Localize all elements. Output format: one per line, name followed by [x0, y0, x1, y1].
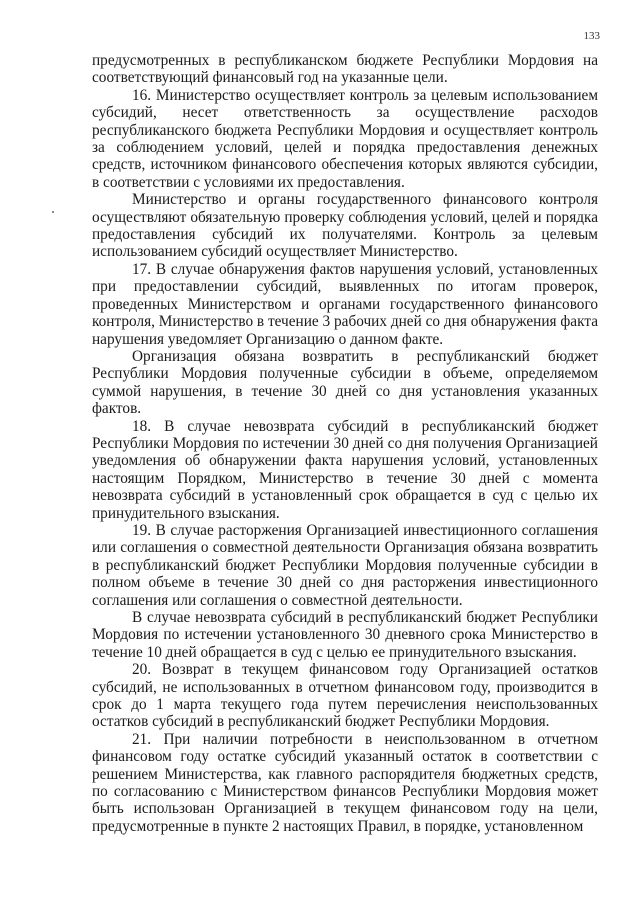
paragraph-19-nonreturn: В случае невозврата субсидий в республиканский бюджет Республики Мордовия по истечении установленного 30 дневного срока Министерство в течение 10 дней обращается в суд с целью ее принудительного взыскания. [92, 609, 598, 661]
paragraph-20: 20. Возврат в текущем финансовом году Организацией остатков субсидий, не использованных в отчетном финансовом году, производится в срок до 1 марта текущего года путем перечисления неиспользованных остатков субсидий в республиканский бюджет Республики Мордовия. [92, 661, 598, 731]
paragraph-continuation: предусмотренных в республиканском бюджете Республики Мордовия на соответствующий финансовый год на указанные цели. [92, 52, 598, 87]
paragraph-16-control: Министерство и органы государственного финансового контроля осуществляют обязательную проверку соблюдения условий, целей и порядка предоставления субсидий их получателями. Контроль за целевым использованием субсидий осуществляет Министерство. [92, 191, 598, 261]
paragraph-18: 18. В случае невозврата субсидий в республиканский бюджет Республики Мордовия по истечении 30 дней со дня получения Организацией уведомления об обнаружении факта нарушения условий, установленных настоящим Порядком, Министерство в течение 30 дней с момента невозврата субсидий в установленный срок обращается в суд с целью их принудительного взыскания. [92, 417, 598, 522]
paragraph-21: 21. При наличии потребности в неиспользованном в отчетном финансовом году остатке субсидий указанный остаток в соответствии с решением Министерства, как главного распорядителя бюджетных средств, по согласованию с Министерством финансов Республики Мордовия может быть использован Организацией в текущем финансовом году на цели, предусмотренные в пункте 2 настоящих Правил, в порядке, установленном [92, 730, 598, 835]
paragraph-19: 19. В случае расторжения Организацией инвестиционного соглашения или соглашения о совместной деятельности Организация обязана возвратить в республиканский бюджет Республики Мордовия полученные субсидии в полном объеме в течение 30 дней со дня расторжения инвестиционного соглашения или соглашения о совместной деятельности. [92, 521, 598, 609]
scan-mark [52, 211, 54, 213]
document-body [92, 52, 598, 835]
paragraph-17-return: Организация обязана возвратить в республиканский бюджет Республики Мордовия полученные субсидии в объеме, определяемом суммой нарушения, в течение 30 дней со дня установления указанных фактов. [92, 347, 598, 418]
page-number: 133 [583, 30, 600, 42]
paragraph-16: 16. Министерство осуществляет контроль за целевым использованием субсидий, несет ответственность за осуществление расходов республиканского бюджета Республики Мордовия и осуществляет контроль за соблюдением условий, целей и порядка предоставления денежных средств, источником финансового обеспечения которых являются субсидии, в соответствии с условиями их предоставления. [92, 86, 598, 191]
paragraph-17: 17. В случае обнаружения фактов нарушения условий, установленных при предоставлении субсидий, выявленных по итогам проверок, проведенных Министерством и органами государственного финансового контроля, Министерство в течение 3 рабочих дней со дня обнаружения факта нарушения уведомляет Организацию о данном факте. [92, 260, 598, 348]
